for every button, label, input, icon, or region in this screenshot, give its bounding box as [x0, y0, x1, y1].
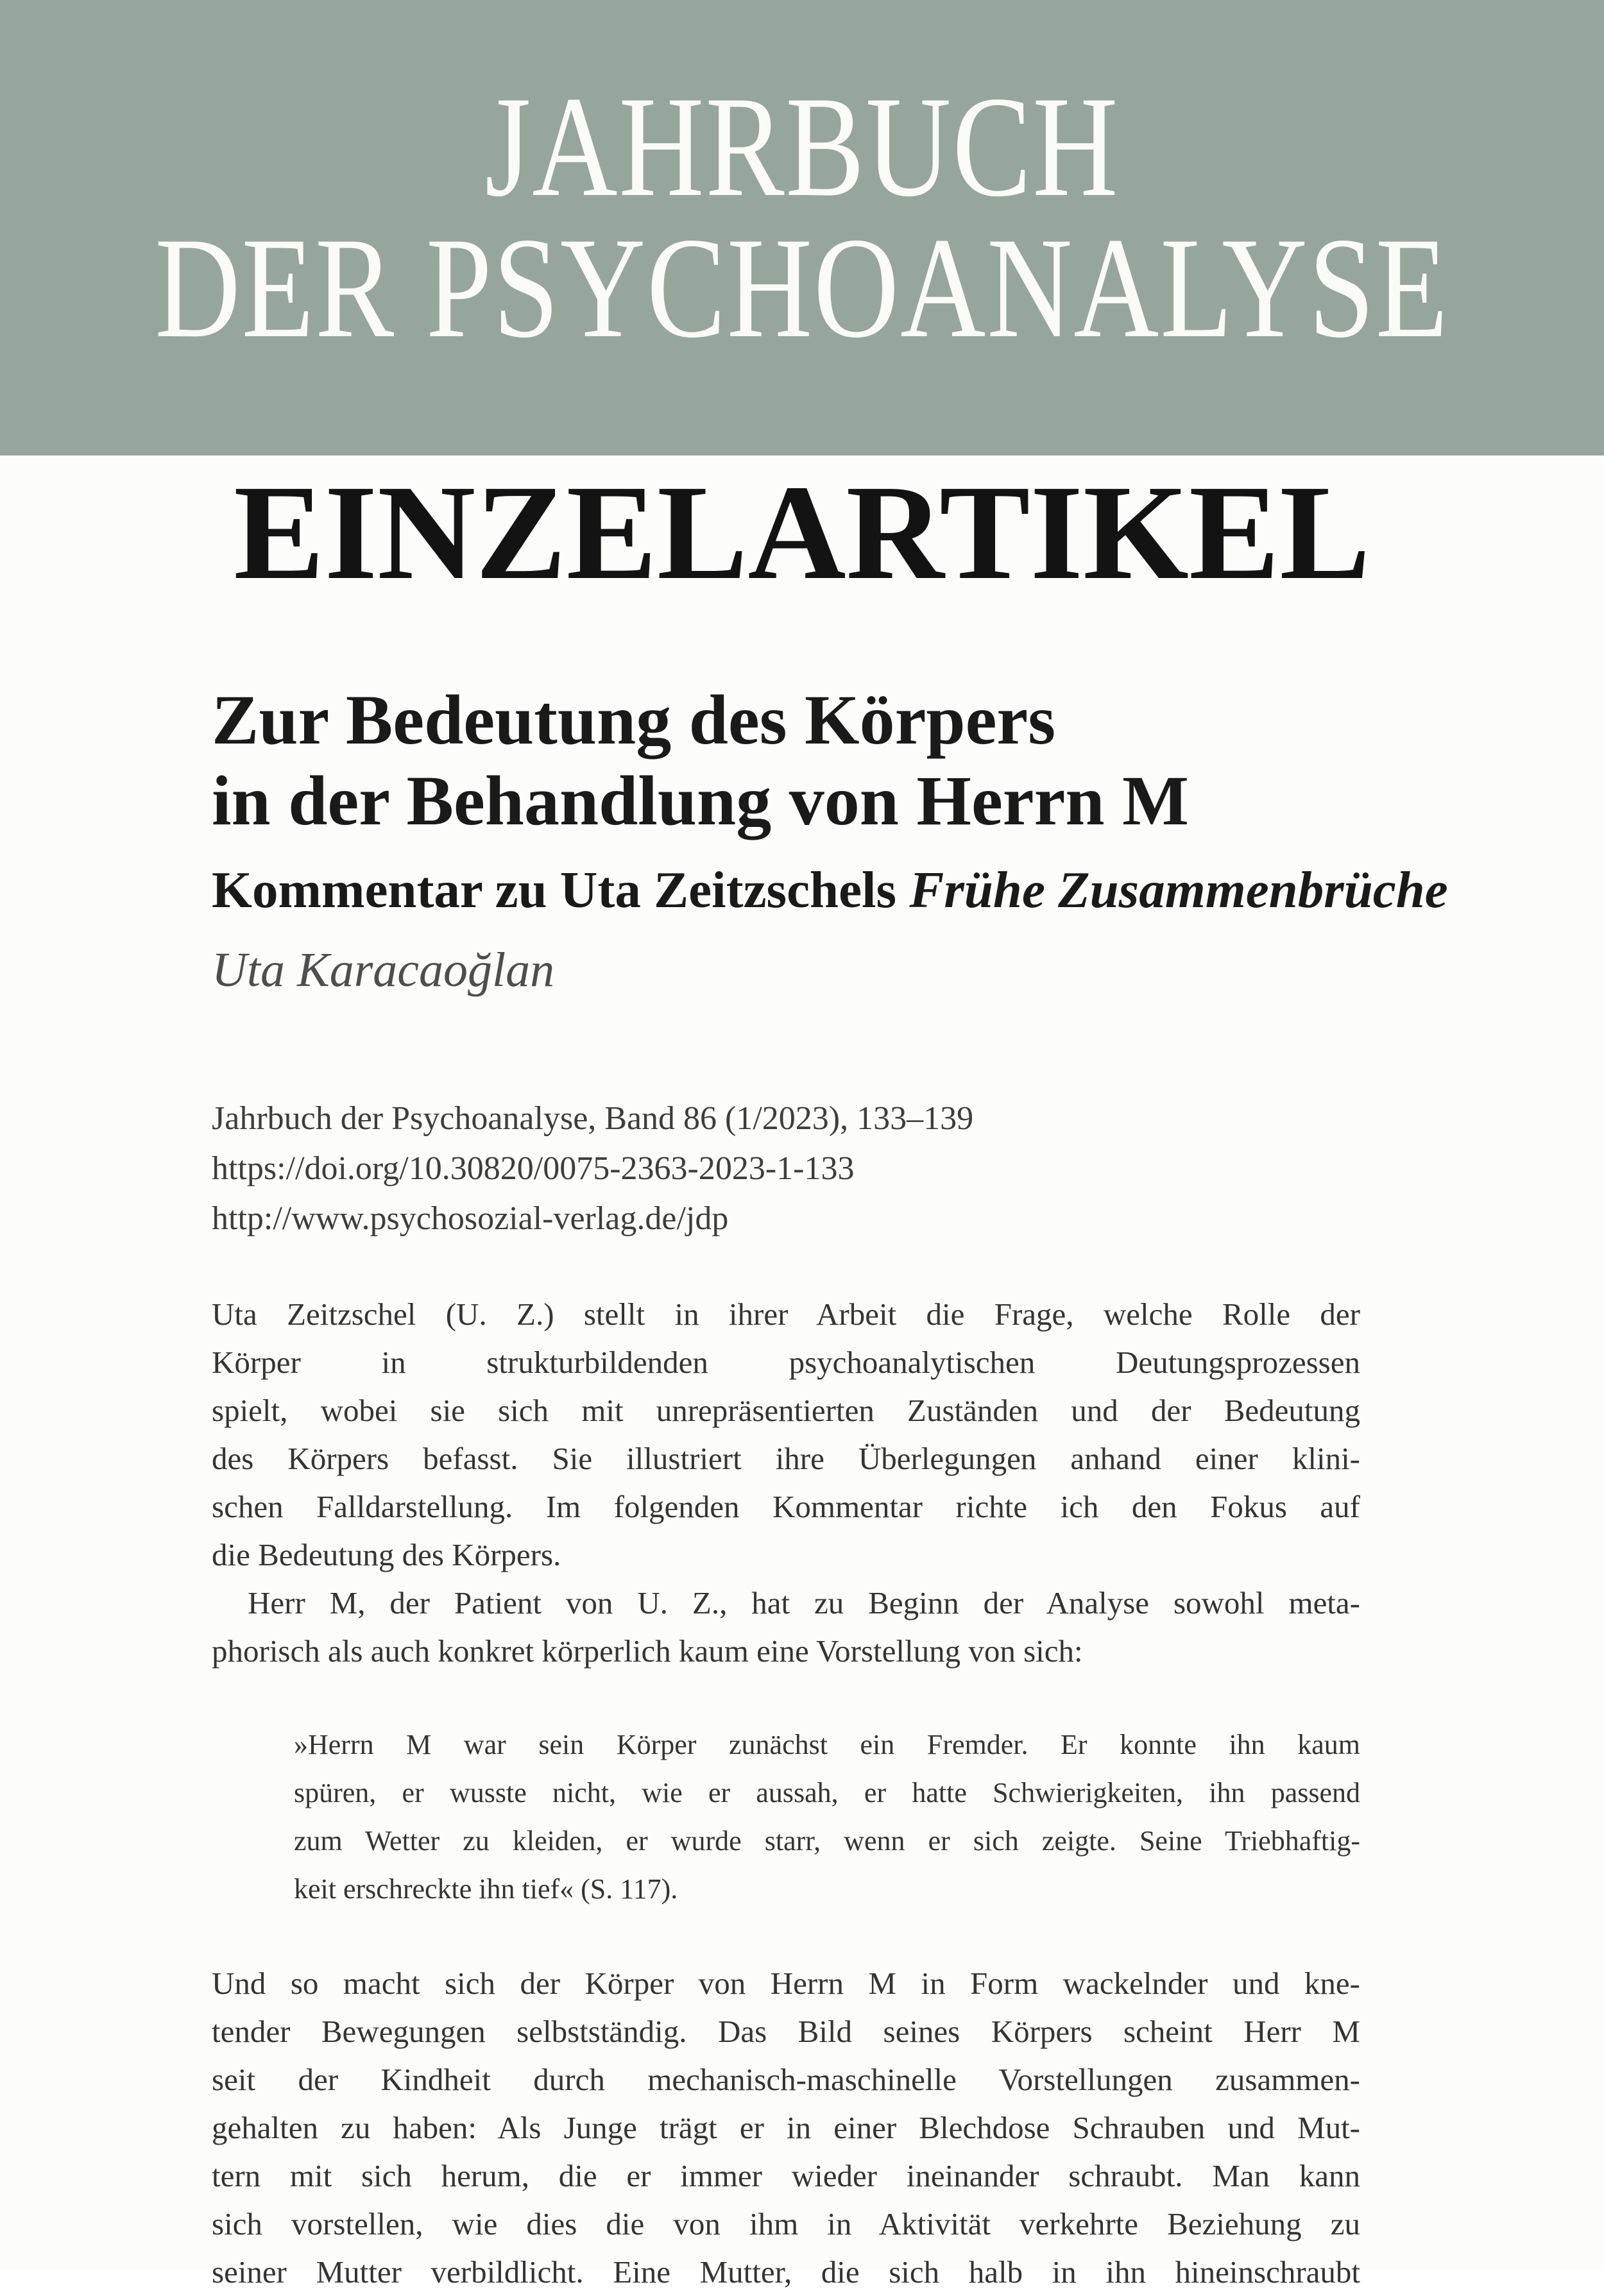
article-title-line2: in der Behandlung von Herrn M: [212, 761, 1189, 840]
body-paragraphs: [212, 1290, 1360, 1675]
text-line: »Herrn M war sein Körper zunächst ein Fremder. Er konnte ihn kaum: [294, 1729, 1360, 1760]
text-line: Und so macht sich der Körper von Herrn M in Form wackelnder und kne-: [212, 1966, 1360, 2001]
text-line: Uta Zeitzschel (U. Z.) stellt in ihrer Arbeit die Frage, welche Rolle der: [212, 1297, 1360, 1332]
text-line: Körper in strukturbildenden psychoanalytischen Deutungsprozessen: [212, 1345, 1360, 1380]
paragraph-2: [212, 1579, 1360, 1675]
citation-doi: https://doi.org/10.30820/0075-2363-2023-1-133: [212, 1150, 855, 1187]
text-line: seiner Mutter verbildlicht. Eine Mutter, die sich halb in ihn hineinschraubt: [212, 2254, 1360, 2290]
text-line: zum Wetter zu kleiden, er wurde starr, wenn er sich zeigte. Seine Triebhaftig-: [294, 1825, 1360, 1857]
text-line: gehalten zu haben: Als Junge trägt er in einer Blechdose Schrauben und Mut-: [212, 2110, 1360, 2145]
paragraph-1: [212, 1290, 1360, 1579]
subtitle-prefix: Kommentar zu Uta Zeitzschels: [212, 861, 910, 919]
journal-banner: [0, 0, 1604, 455]
text-line: sich vorstellen, wie dies die von ihm in Aktivität verkehrte Beziehung zu: [212, 2206, 1360, 2241]
citation-block: [212, 1094, 1431, 1244]
text-line: seit der Kindheit durch mechanisch-maschinelle Vorstellungen zusammen-: [212, 2062, 1360, 2097]
text-line: schen Falldarstellung. Im folgenden Kommentar richte ich den Fokus auf: [212, 1489, 1360, 1524]
citation-reference: Jahrbuch der Psychoanalyse, Band 86 (1/2023), 133–139: [212, 1100, 974, 1137]
text-line: phorisch als auch konkret körperlich kaum eine Vorstellung von sich:: [212, 1633, 1083, 1669]
author-name: Uta Karacaoğlan: [212, 943, 555, 997]
journal-title: [144, 66, 1460, 368]
text-line: spüren, er wusste nicht, wie er aussah, er hatte Schwierigkeiten, ihn passend: [294, 1777, 1360, 1808]
text-line: Herr M, der Patient von U. Z., hat zu Beginn der Analyse sowohl meta-: [248, 1585, 1360, 1620]
text-line: keit erschreckte ihn tief« (S. 117).: [294, 1873, 678, 1905]
journal-title-line2: DER PSYCHOANALYSE: [155, 207, 1449, 368]
text-line: spielt, wobei sie sich mit unrepräsentierten Zuständen und der Bedeutung: [212, 1393, 1360, 1428]
paragraph-3: [212, 1959, 1360, 2296]
article-subtitle: [212, 863, 1495, 917]
text-line: die Bedeutung des Körpers.: [212, 1537, 561, 1572]
article-title: [212, 679, 1495, 841]
article-title-line1: Zur Bedeutung des Körpers: [212, 681, 1056, 759]
text-line: tern mit sich herum, die er immer wieder ineinander schraubt. Man kann: [212, 2158, 1360, 2193]
subtitle-work-title: Frühe Zusammenbrüche: [909, 861, 1448, 919]
block-quote: [294, 1721, 1360, 1913]
text-line: tender Bewegungen selbstständig. Das Bild seines Körpers scheint Herr M: [212, 2014, 1360, 2049]
citation-publisher-url: http://www.psychosozial-verlag.de/jdp: [212, 1200, 729, 1237]
journal-title-line1: JAHRBUCH: [484, 66, 1120, 226]
section-heading: EINZELARTIKEL: [234, 457, 1370, 608]
text-line: des Körpers befasst. Sie illustriert ihre Überlegungen anhand einer klini-: [212, 1441, 1360, 1476]
